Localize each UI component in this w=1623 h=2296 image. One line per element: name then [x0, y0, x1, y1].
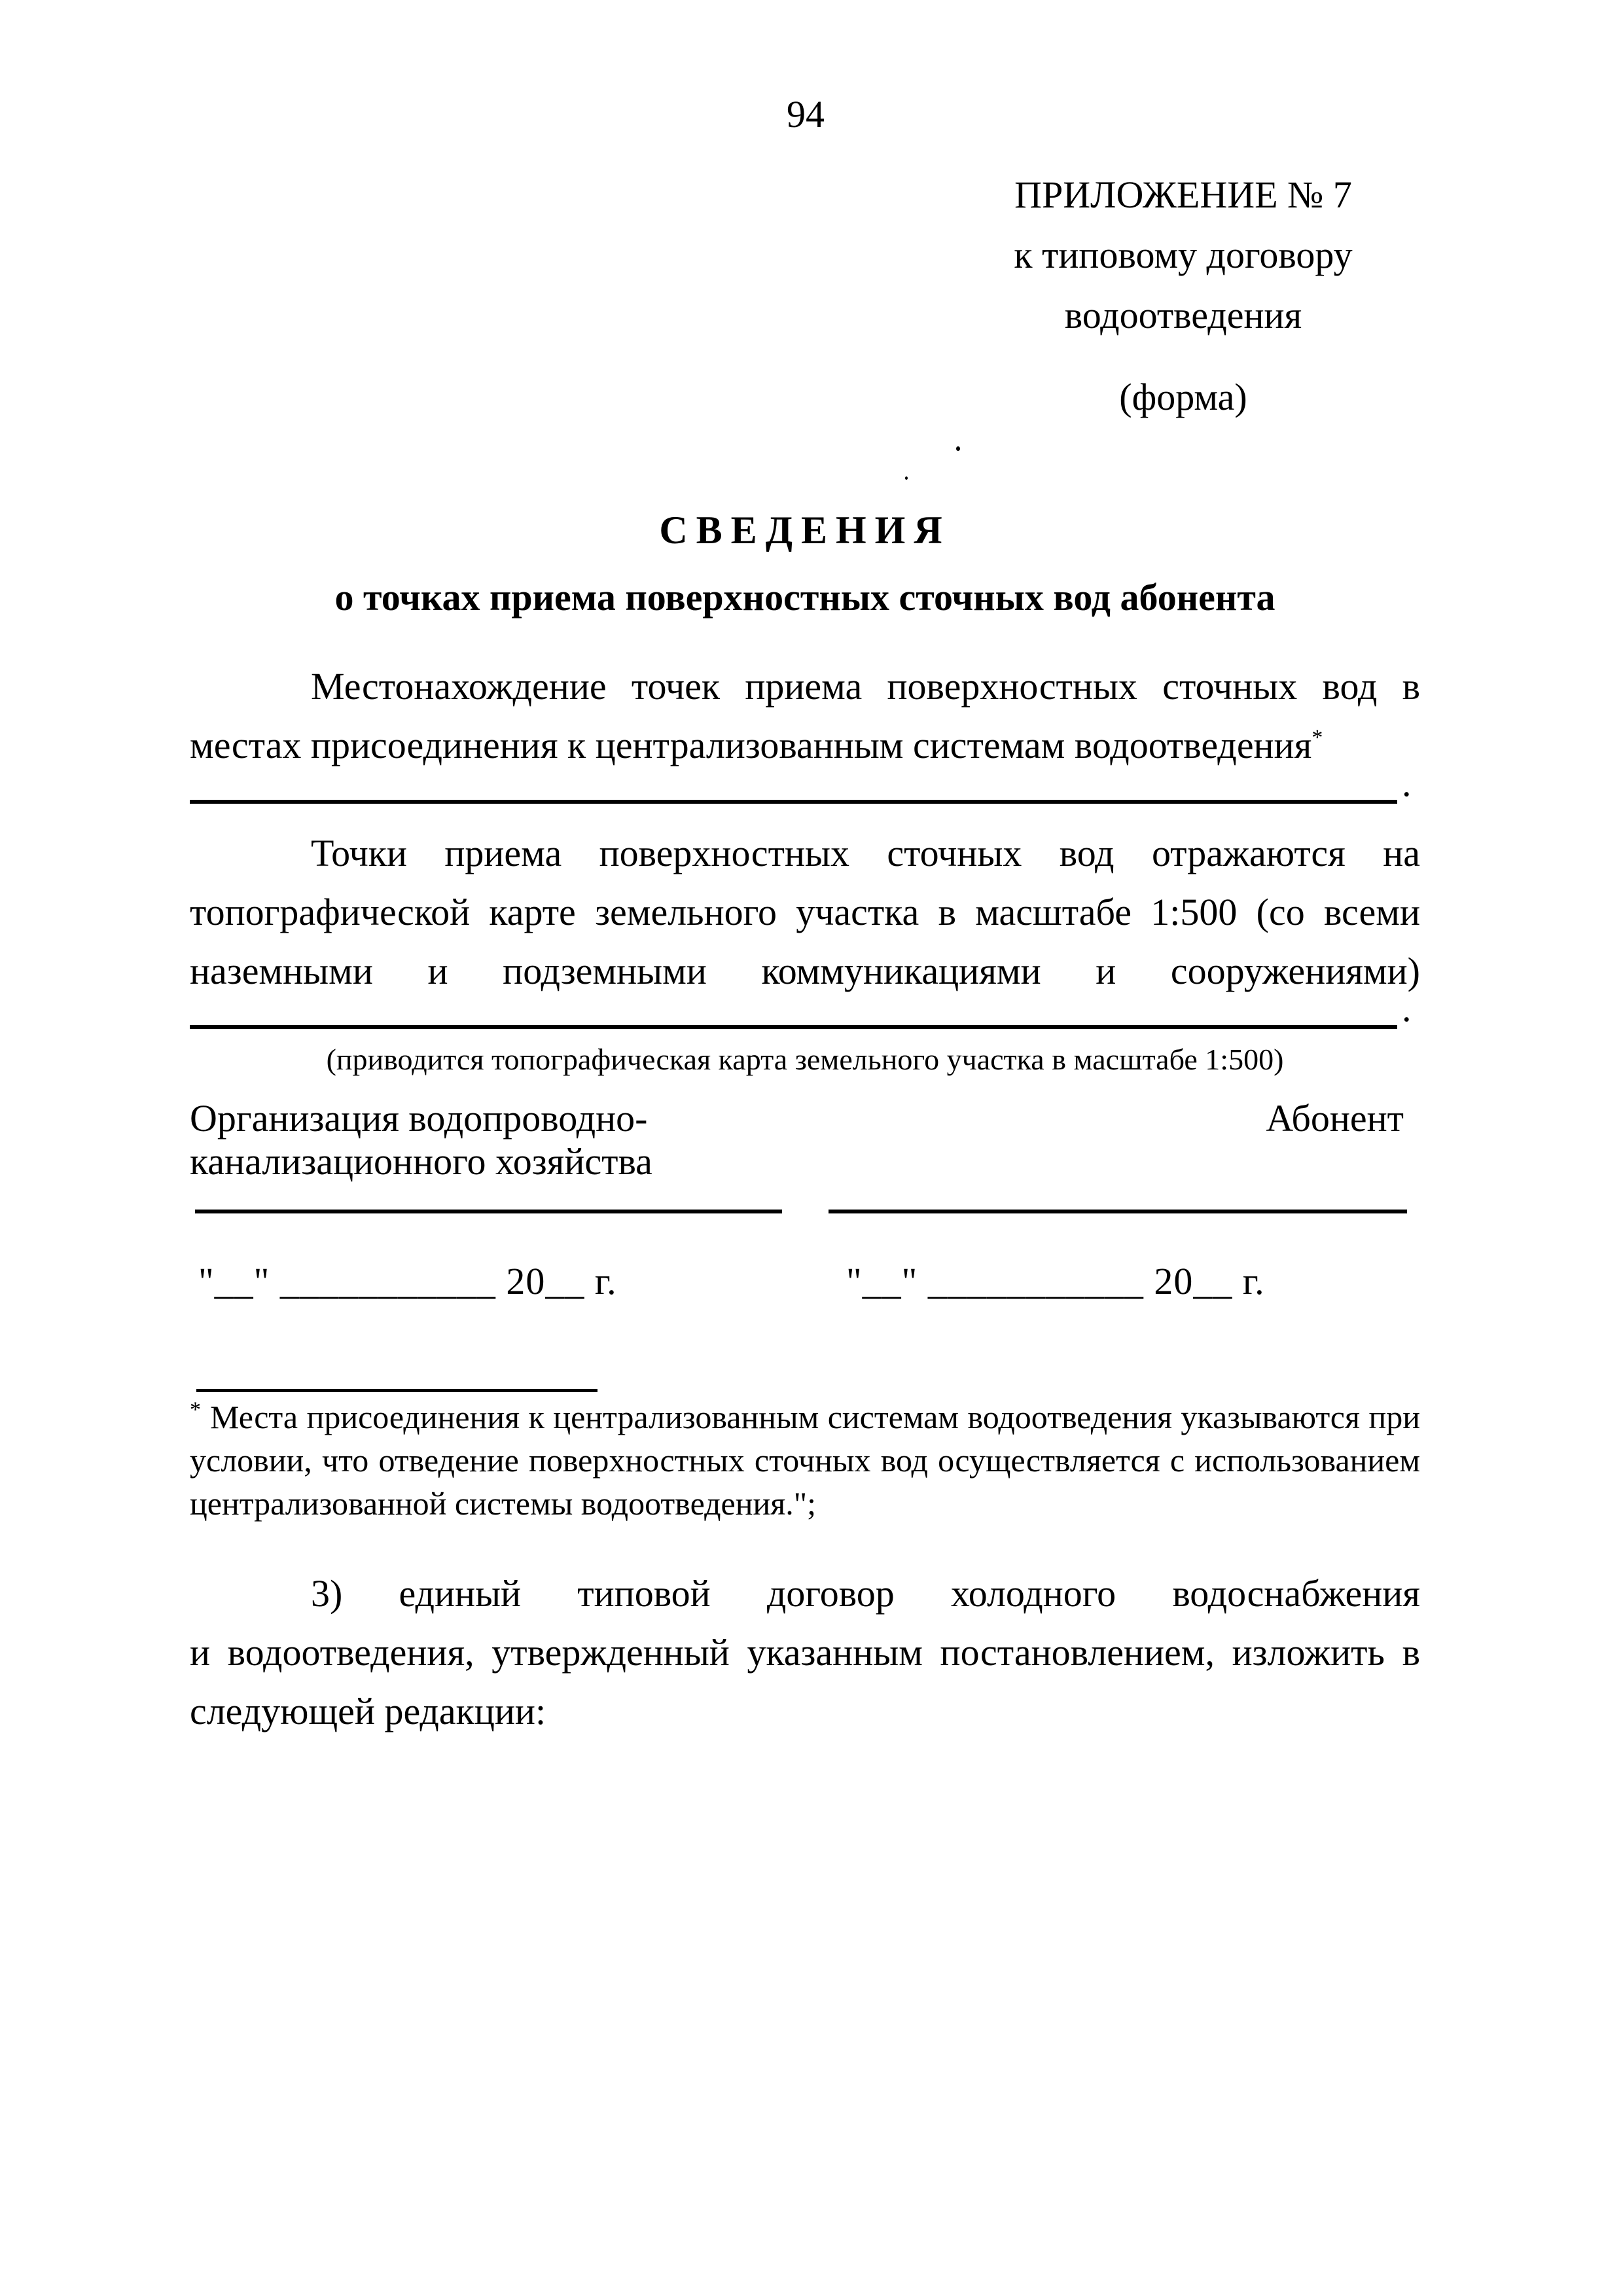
page-number: 94	[787, 93, 825, 135]
footnote-line3: централизованной системы водоотведения.";	[190, 1485, 817, 1522]
scan-speck	[905, 476, 908, 480]
paragraph-map-line3: наземными и подземными коммуникациями и сооружениями)	[190, 950, 1420, 992]
party-organization-line1: Организация водопроводно-	[190, 1097, 648, 1139]
footnote-line1: * Места присоединения к централизованным системам водоотведения указываются при	[190, 1397, 1420, 1435]
footnote-line2: условии, что отведение поверхностных сточных вод осуществляется с использованием	[190, 1442, 1420, 1479]
blank-fill-line	[190, 1025, 1397, 1029]
paragraph-map-line2: топографической карте земельного участка в масштабе 1:500 (со всеми	[190, 891, 1420, 933]
paragraph-location-line1: Местонахождение точек приема поверхностных сточных вод в	[311, 665, 1420, 708]
document-title: СВЕДЕНИЯ	[659, 509, 951, 552]
appendix-header-line1: ПРИЛОЖЕНИЕ № 7	[1014, 173, 1352, 216]
footnote-marker: *	[190, 1397, 201, 1422]
paragraph-closing-line2: и водоотведения, утвержденный указанным постановлением, изложить в	[190, 1631, 1420, 1674]
footnote-marker-ref: *	[1311, 725, 1323, 750]
signature-line-organization	[195, 1210, 782, 1213]
paragraph-map	[190, 824, 1420, 1001]
appendix-header-line3: водоотведения	[1064, 294, 1302, 336]
form-note: (форма)	[1119, 376, 1247, 418]
paragraph-map-line1: Точки приема поверхностных сточных вод отражаются на	[311, 832, 1420, 874]
paragraph-location-line2: местах присоединения к централизованным системам водоотведения*	[190, 724, 1323, 766]
paragraph-closing-line3: следующей редакции:	[190, 1690, 546, 1732]
map-caption: (приводится топографическая карта земельного участка в масштабе 1:500)	[326, 1043, 1284, 1076]
footnote-separator	[196, 1389, 597, 1392]
fill-line-period: .	[1402, 762, 1412, 804]
scan-speck	[956, 446, 960, 451]
signature-line-abonent	[829, 1210, 1407, 1213]
paragraph-location	[190, 657, 1420, 775]
appendix-header-line2: к типовому договору	[1014, 234, 1353, 276]
date-field-abonent: "__" ___________ 20__ г.	[846, 1260, 1265, 1302]
footnote	[190, 1395, 1420, 1525]
document-subtitle: о точках приема поверхностных сточных вод абонента	[334, 576, 1275, 619]
date-field-organization: "__" ___________ 20__ г.	[198, 1260, 617, 1302]
paragraph-closing	[190, 1564, 1420, 1741]
blank-fill-line	[190, 800, 1397, 804]
fill-line-period: .	[1402, 987, 1412, 1030]
party-organization-line2: канализационного хозяйства	[190, 1140, 652, 1183]
appendix-header	[1007, 165, 1360, 346]
paragraph-closing-line1: 3) единый типовой договор холодного водоснабжения	[311, 1572, 1420, 1615]
party-abonent-label: Абонент	[1266, 1097, 1404, 1139]
